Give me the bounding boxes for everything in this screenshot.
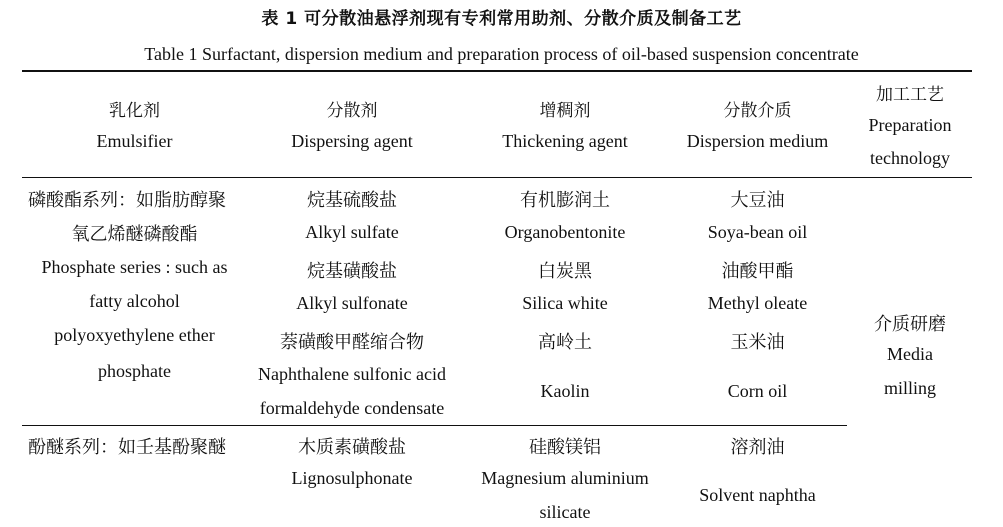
header-medium — [665, 96, 850, 152]
row-separator-rule — [22, 425, 847, 426]
row2-dispersing-line-0: 木质素磺酸盐 — [298, 437, 406, 458]
table-title-english: Table 1 Surfactant, dispersion medium and preparation process of oil-based suspension concentrate — [144, 44, 859, 64]
row1-dispersing-line-5: Naphthalene sulfonic acid — [258, 364, 446, 384]
header-prep-cn: 加工工艺 — [876, 85, 944, 105]
header-medium-en: Dispersion medium — [686, 131, 829, 151]
header-dispersing-en: Dispersing agent — [291, 131, 413, 151]
header-prep — [850, 80, 970, 169]
header-rule — [22, 177, 972, 178]
row1-dispersing-line-1: Alkyl sulfate — [305, 222, 399, 242]
header-thickening — [465, 96, 665, 152]
header-prep-en2: technology — [870, 148, 950, 168]
header-prep-en1: Preparation — [868, 115, 952, 135]
header-thickening-cn: 增稠剂 — [539, 101, 591, 121]
row1-thickening-line-2: 白炭黑 — [538, 261, 592, 282]
prep-value-en1: Media — [887, 344, 933, 364]
table-title-chinese: 表 1 可分散油悬浮剂现有专利常用助剂、分散介质及制备工艺 — [261, 9, 742, 29]
header-dispersing — [247, 96, 457, 152]
header-emulsifier-cn: 乳化剂 — [109, 101, 160, 121]
row2-thickening-line-1: Magnesium aluminium — [481, 468, 649, 488]
row1-medium-line-1: Soya-bean oil — [707, 222, 808, 242]
row1-dispersing-line-6: formaldehyde condensate — [259, 398, 445, 418]
row1-medium-line-5: Corn oil — [727, 381, 788, 401]
header-emulsifier — [22, 96, 247, 152]
row1-emulsifier-line-4: polyoxyethylene ether — [54, 325, 215, 345]
prep-value-cn: 介质研磨 — [874, 314, 946, 335]
row2-medium-line-0: 溶剂油 — [730, 437, 785, 458]
row1-dispersing-line-2: 烷基磺酸盐 — [307, 261, 397, 282]
row1-thickening-line-5: Kaolin — [540, 381, 590, 401]
top-rule — [22, 70, 972, 72]
row2-dispersing-line-1: Lignosulphonate — [291, 468, 413, 488]
row2-medium-line-1: Solvent naphtha — [699, 485, 816, 505]
row1-thickening-line-0: 有机膨润土 — [520, 190, 610, 211]
row2-thickening-line-0: 硅酸镁铝 — [529, 437, 601, 458]
row1-thickening-line-3: Silica white — [522, 293, 608, 313]
row1-dispersing-line-0: 烷基硫酸盐 — [307, 190, 397, 211]
row2-thickening-line-2: silicate — [539, 502, 591, 522]
header-emulsifier-en: Emulsifier — [96, 131, 173, 151]
row1-thickening-line-1: Organobentonite — [504, 222, 626, 242]
row1-emulsifier-line-3: fatty alcohol — [89, 291, 180, 311]
header-medium-cn: 分散介质 — [723, 101, 792, 121]
row1-emulsifier-line-2: Phosphate series : such as — [41, 257, 228, 277]
row2-emulsifier: 酚醚系列：如壬基酚聚醚 — [28, 437, 226, 458]
header-dispersing-cn: 分散剂 — [326, 101, 378, 121]
row1-dispersing-line-4: 萘磺酸甲醛缩合物 — [280, 332, 424, 353]
row1-medium-line-2: 油酸甲酯 — [721, 261, 794, 282]
row1-medium-line-0: 大豆油 — [730, 190, 785, 211]
header-thickening-en: Thickening agent — [502, 131, 628, 151]
row1-medium-line-3: Methyl oleate — [707, 293, 808, 313]
prep-value-en2: milling — [883, 378, 936, 398]
row1-emulsifier-line-0: 磷酸酯系列：如脂肪醇聚 — [28, 190, 226, 211]
row1-dispersing-line-3: Alkyl sulfonate — [296, 293, 408, 313]
row1-medium-line-4: 玉米油 — [730, 332, 785, 353]
row1-emulsifier-line-5: phosphate — [98, 361, 171, 381]
row1-emulsifier-line-1: 氧乙烯醚磷酸酯 — [71, 224, 198, 245]
row1-thickening-line-4: 高岭土 — [538, 332, 592, 353]
